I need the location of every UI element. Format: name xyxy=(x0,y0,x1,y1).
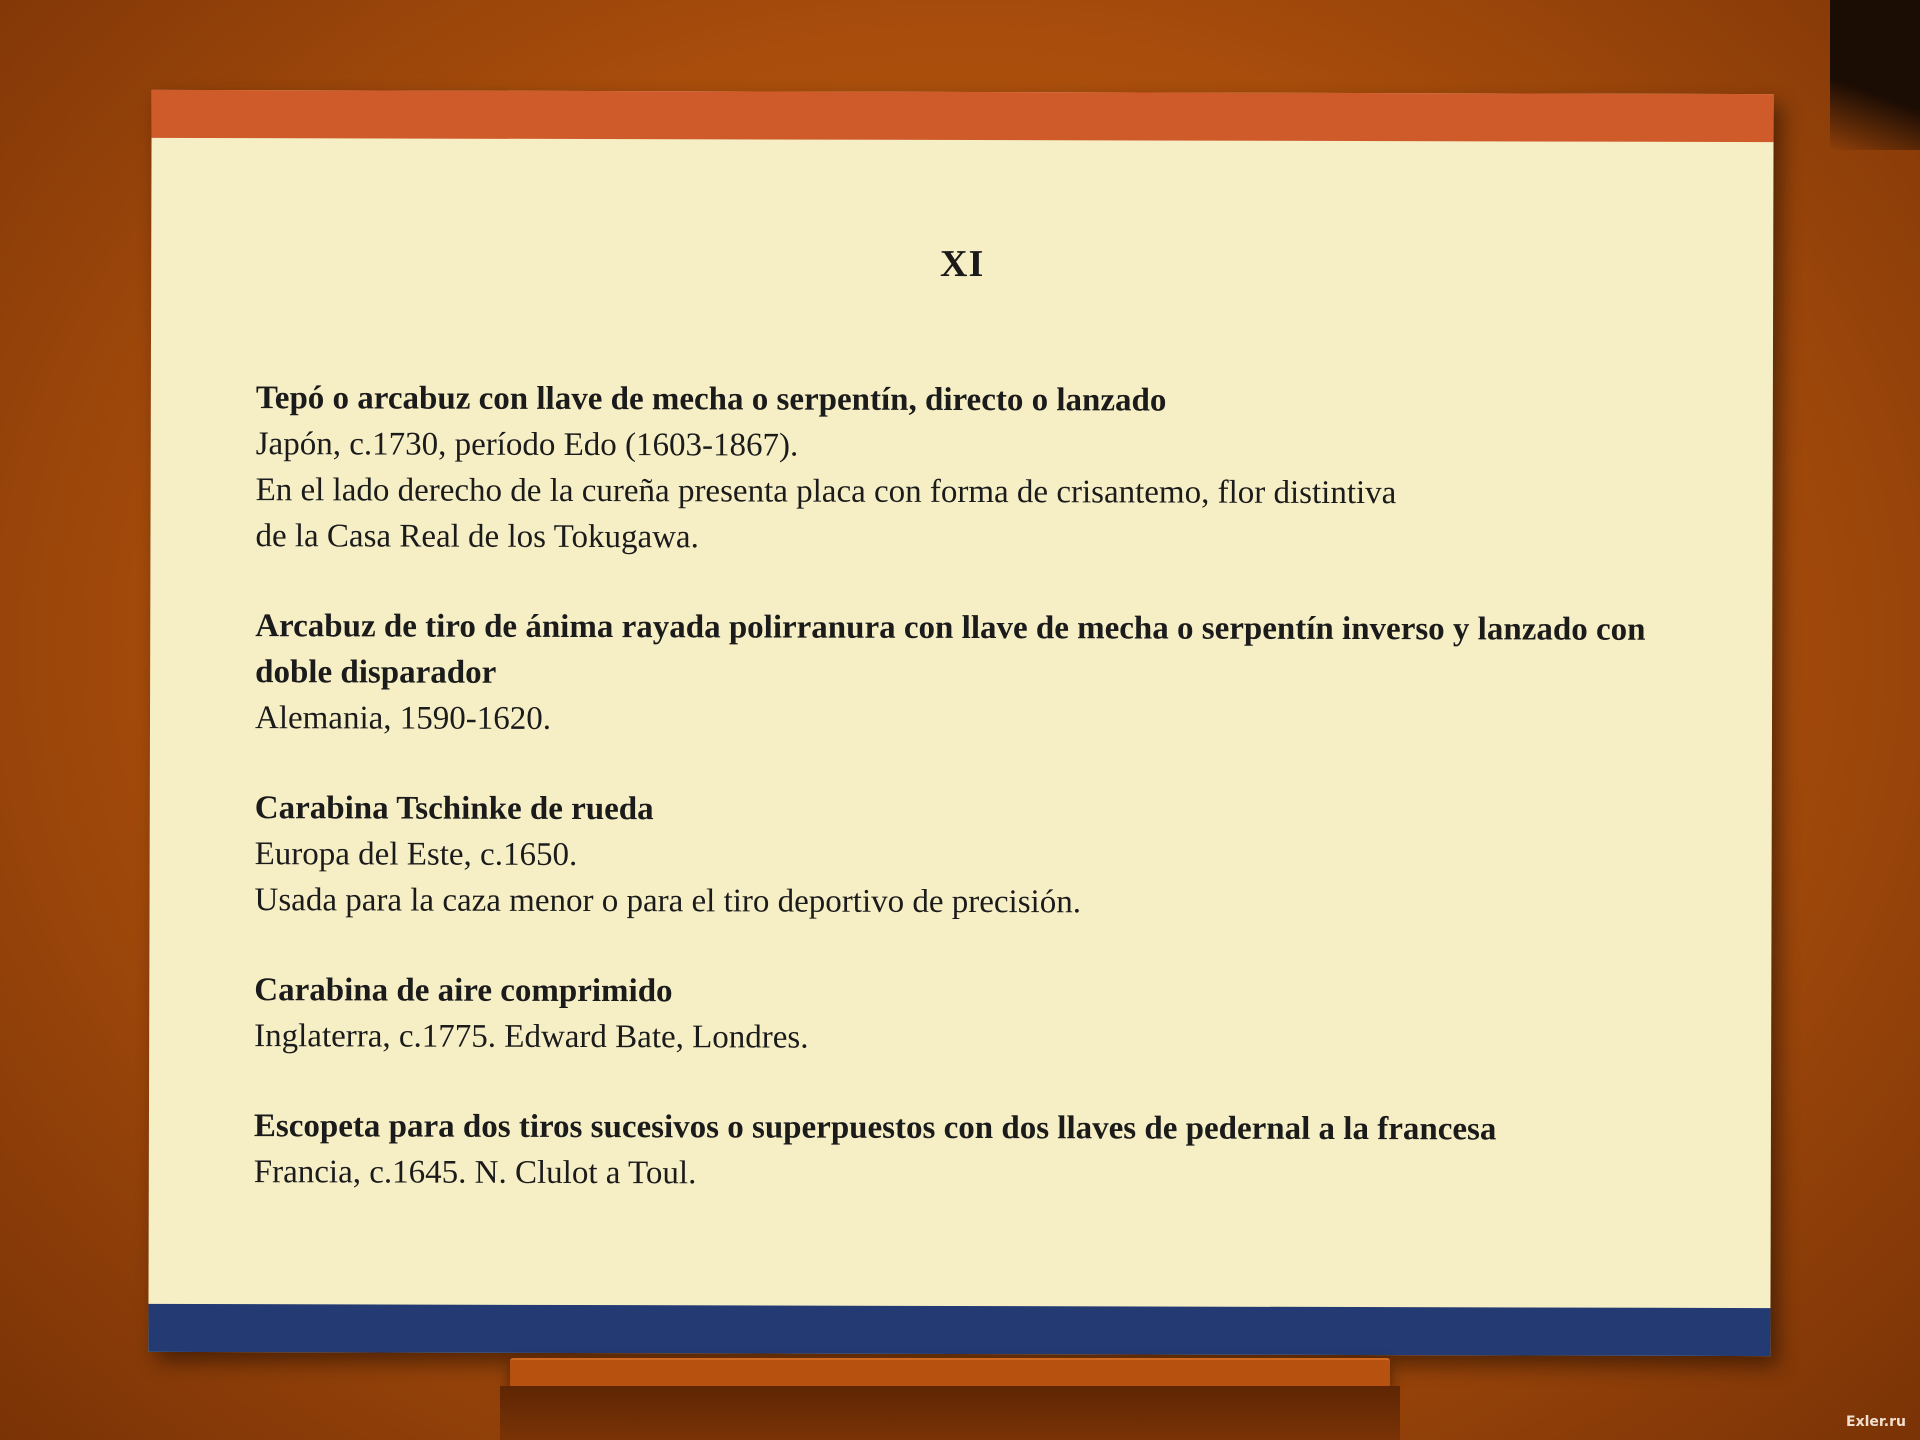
watermark: Exler.ru xyxy=(1846,1414,1906,1430)
entry-line: Japón, c.1730, período Edo (1603-1867). xyxy=(255,426,799,464)
entry-line: Alemania, 1590-1620. xyxy=(254,700,552,737)
label-entry xyxy=(254,967,1674,1063)
label-entry xyxy=(254,1103,1674,1199)
museum-label-card xyxy=(148,90,1773,1356)
label-entry xyxy=(255,375,1675,563)
entry-title: Escopeta para dos tiros sucesivos o superpuestos con dos llaves de pedernal a la francesa xyxy=(253,1108,1497,1148)
entry-line: Francia, c.1645. N. Clulot a Toul. xyxy=(253,1154,697,1192)
dark-corner xyxy=(1830,0,1920,150)
entry-title: Tepó o arcabuz con llave de mecha o serpentín, directo o lanzado xyxy=(255,380,1167,419)
entry-line: Europa del Este, c.1650. xyxy=(254,836,578,873)
entry-line: Usada para la caza menor o para el tiro deportivo de precisión. xyxy=(254,882,1082,921)
entry-line: de la Casa Real de los Tokugawa. xyxy=(255,518,699,556)
label-top-band xyxy=(152,90,1774,142)
entry-title: Carabina de aire comprimido xyxy=(254,972,673,1010)
entry-title: Arcabuz de tiro de ánima rayada polirranura con llave de mecha o serpentín inverso y lanzado con doble disparador xyxy=(255,608,1646,691)
stand-shadow xyxy=(500,1386,1400,1440)
entry-line: Inglaterra, c.1775. Edward Bate, Londres. xyxy=(254,1018,809,1056)
label-code: XI xyxy=(940,242,985,286)
label-bottom-band xyxy=(148,1304,1770,1356)
entry-line: En el lado derecho de la cureña presenta placa con forma de crisantemo, flor distintiva xyxy=(255,472,1397,512)
entry-title: Carabina Tschinke de rueda xyxy=(254,790,654,828)
label-entries xyxy=(254,375,1676,1243)
label-entry xyxy=(255,603,1675,745)
label-entry xyxy=(254,785,1674,927)
